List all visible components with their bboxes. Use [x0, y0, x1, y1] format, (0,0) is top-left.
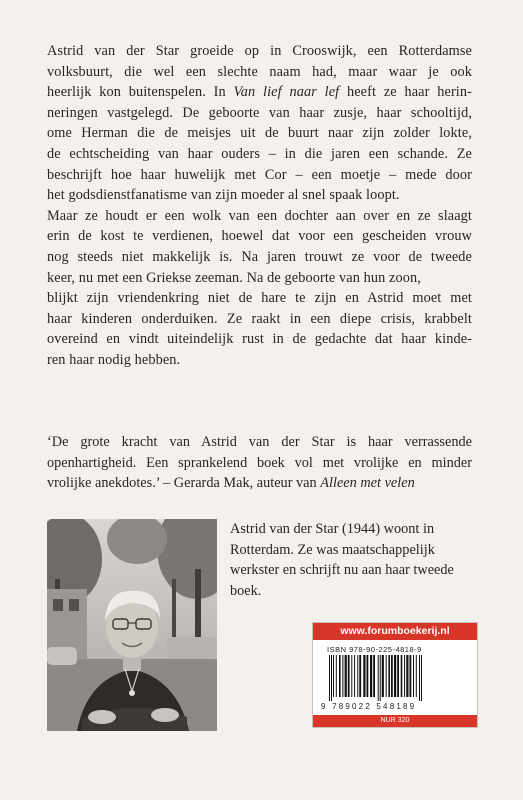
blurb-line: volksbuurt, die wel een slechte naam had, maar waar je ook — [47, 63, 472, 80]
blurb-line: neringen vastgelegd. De geboorte van haar zusje, haar schooltijd, — [47, 104, 472, 121]
barcode-panel — [312, 622, 478, 728]
barcode-bar — [380, 655, 381, 701]
blurb-line: Astrid van der Star groeide op in Crooswijk, een Rotterdamse — [47, 43, 472, 59]
blurb-line: keer, nu met een Griekse zeeman. Na de geboorte van hun zoon, — [47, 269, 421, 286]
barcode-digits: 9 789022 548189 — [321, 702, 417, 711]
barcode-bar — [354, 655, 355, 697]
blurb-line: de echtscheiding van haar ouders – in die jaren een schande. Ze — [47, 145, 472, 162]
barcode-bar — [373, 655, 375, 697]
publisher-website: www.forumboekerij.nl — [313, 623, 477, 640]
blurb-line: nog steeds niet makkelijk is. Na jaren trouwt ze voor de tweede — [47, 248, 472, 265]
quote-line: ‘De grote kracht van Astrid van der Star is haar verrassende — [47, 434, 472, 450]
review-quote — [47, 432, 472, 494]
nur-code: NUR 320 — [313, 715, 477, 727]
barcode-bar — [386, 655, 387, 697]
barcode-bar — [404, 655, 405, 697]
barcode-bar — [406, 655, 408, 697]
barcode-bar — [382, 655, 384, 697]
barcode-bar — [329, 655, 330, 701]
blurb-line: Maar ze houdt er een wolk van een dochter aan over en ze slaagt — [47, 207, 472, 224]
blurb-line: beschrijft hoe haar huwelijk met Cor – een moetje – mede door — [47, 166, 472, 183]
quoted-book-title: Alleen met velen — [320, 475, 415, 492]
author-photo-image — [47, 519, 217, 731]
blurb-line: het godsdienstfanatisme van zijn moeder al snel spaak loopt. — [47, 187, 400, 204]
blurb-line: ome Herman die de meisjes uit de buurt naar zijn zolder lokte, — [47, 125, 472, 142]
barcode-bar — [336, 655, 337, 697]
barcode-bar — [410, 655, 412, 697]
author-bio-line: Rotterdam. Ze was maatschappelijk — [230, 541, 435, 558]
barcode-bar — [342, 655, 343, 697]
book-title: Van lief naar lef — [233, 84, 340, 101]
isbn-label: ISBN 978-90-225-4818-9 — [327, 645, 422, 654]
blurb-line: erin de kost te verdienen, hoewel dat voor een gescheiden vrouw — [47, 228, 472, 245]
author-bio — [230, 519, 475, 601]
barcode-bar — [333, 655, 334, 697]
quote-line: openhartigheid. Een sprankelend boek vol met vrolijke en minder — [47, 454, 472, 471]
barcode-bar — [351, 655, 352, 697]
blurb-line-part: heeft ze haar herin- — [339, 84, 472, 101]
author-photo — [47, 519, 217, 731]
blurb-line: haar kinderen onderduiken. Ze raakt in een diepe crisis, krabbelt — [47, 310, 472, 327]
barcode-bar — [416, 655, 417, 697]
barcode-bar — [359, 655, 361, 697]
barcode-bar — [339, 655, 341, 697]
barcode-bar — [401, 655, 403, 697]
barcode-bar — [331, 655, 332, 701]
barcode-bar — [367, 655, 369, 697]
barcode-bar — [397, 655, 399, 697]
quote-attribution: vrolijke anekdotes.’ – Gerarda Mak, auteur van — [47, 475, 321, 492]
blurb-line: ren haar nodig hebben. — [47, 351, 181, 368]
barcode-bar — [419, 655, 420, 701]
blurb-line-with-title — [47, 82, 472, 103]
author-bio-line: Astrid van der Star (1944) woont in — [230, 521, 435, 537]
blurb-line-part: heerlijk kon buitenspelen. In — [47, 84, 234, 101]
barcode-bar — [388, 655, 390, 697]
author-bio-line: boek. — [230, 582, 262, 599]
barcode-bar — [378, 655, 379, 701]
barcode-bar — [357, 655, 358, 697]
author-bio-line: werkster en schrijft nu aan haar tweede — [230, 562, 454, 579]
barcode-bar — [391, 655, 393, 697]
barcode-bar — [370, 655, 372, 697]
barcode-bar — [394, 655, 396, 697]
barcode-image — [327, 655, 463, 701]
blurb-line: overeind en vindt uiteindelijk rust in de gedachte dat haar kinde- — [47, 331, 472, 348]
barcode-bar — [363, 655, 365, 697]
blurb-line: blijkt zijn vriendenkring niet de hare te zijn en Astrid moet met — [47, 290, 472, 307]
barcode-bar — [348, 655, 350, 697]
quote-line — [47, 473, 472, 494]
barcode-bar — [345, 655, 347, 697]
barcode-bar — [421, 655, 422, 701]
blurb-text — [47, 41, 472, 371]
barcode-bar — [413, 655, 414, 697]
